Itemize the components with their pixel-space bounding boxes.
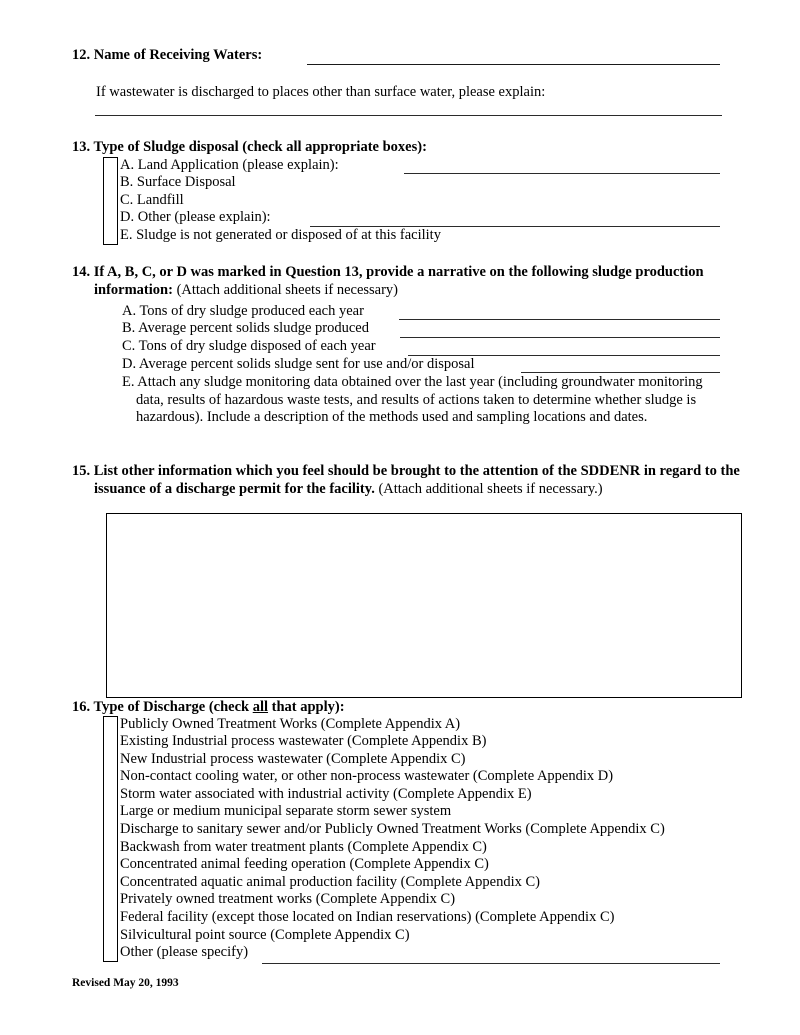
question-14-number: 14. [72,264,91,280]
checkbox-label: Other (please specify) [120,944,249,961]
question-14-item-d [122,356,474,374]
checkbox-label: E. Sludge is not generated or disposed of at this facility [120,226,441,243]
question-16-title-prefix: Type of Discharge (check [93,699,253,715]
checkbox-label: Federal facility (except those located on Indian reservations) (Complete Appendix C) [120,909,615,926]
question-13-number: 13. [72,139,91,155]
checkbox-discharge-storm-water-industrial[interactable] [103,785,118,804]
checkbox-discharge-municipal-storm-sewer[interactable] [103,803,118,822]
item-label: D. Average percent solids sludge sent for use and/or disposal [122,356,475,372]
checkbox-label: Concentrated animal feeding operation (Complete Appendix C) [120,856,489,873]
checkbox-label: Privately owned treatment works (Complete Appendix C) [120,891,456,908]
checkbox-label: A. Land Application (please explain): [120,156,339,173]
checkbox-discharge-silvicultural[interactable] [103,926,118,945]
question-15-title-bold: List other information which you feel should be brought to the attention of the SDDENR in regard to the issuance of a discharge permit for the facility. [93,463,740,497]
sludge-percent-solids-disposal-line[interactable] [521,372,720,373]
checkbox-sludge-c[interactable] [103,191,118,210]
question-15-heading [72,463,744,498]
question-12-number: 12. [72,47,91,63]
item-label: B. Average percent solids sludge produced [122,320,369,336]
checkbox-discharge-sanitary-sewer[interactable] [103,820,118,839]
checkbox-discharge-aquatic-animal[interactable] [103,873,118,892]
checkbox-discharge-backwash[interactable] [103,838,118,857]
question-16-number: 16. [72,699,91,715]
item-label: C. Tons of dry sludge disposed of each year [122,338,376,354]
question-12-title: Name of Receiving Waters: [93,47,263,63]
question-15-title-normal: (Attach additional sheets if necessary.) [374,480,603,497]
question-14-item-e [122,374,716,427]
question-16-title-suffix: that apply): [268,699,345,715]
sludge-a-explain-line[interactable] [404,173,720,174]
question-14-item-a [122,303,364,321]
question-12-heading [72,47,262,65]
question-15-answer-box[interactable] [106,513,742,698]
checkbox-discharge-non-contact-cooling[interactable] [103,767,118,786]
checkbox-label: Non-contact cooling water, or other non-process wastewater (Complete Appendix D) [120,768,614,785]
checkbox-discharge-potw[interactable] [103,716,118,734]
question-12-explain-text: If wastewater is discharged to places other than surface water, please explain: [96,84,546,100]
checkbox-label: Silvicultural point source (Complete Appendix C) [120,926,410,943]
question-16-title-emphasis: all [252,699,269,715]
question-14-item-c [122,338,376,356]
checkbox-label: B. Surface Disposal [120,174,236,191]
checkbox-sludge-d[interactable] [103,208,118,227]
checkbox-discharge-other[interactable] [103,943,118,962]
question-15-number: 15. [72,463,91,479]
checkbox-label: Discharge to sanitary sewer and/or Publicly Owned Treatment Works (Complete Appendix C) [120,821,665,838]
sludge-d-explain-line[interactable] [310,226,720,227]
checkbox-label: D. Other (please explain): [120,209,271,226]
checkbox-discharge-existing-industrial[interactable] [103,732,118,751]
checkbox-sludge-e[interactable] [103,226,118,245]
checkbox-discharge-cafo[interactable] [103,855,118,874]
item-label: A. Tons of dry sludge produced each year [122,303,364,319]
checkbox-label: Existing Industrial process wastewater (Complete Appendix B) [120,733,487,750]
checkbox-label: Concentrated aquatic animal production facility (Complete Appendix C) [120,873,540,890]
receiving-waters-input-line[interactable] [307,64,720,65]
receiving-waters-explain-line[interactable] [95,115,722,116]
revision-footer: Revised May 20, 1993 [72,977,179,989]
checkbox-label: C. Landfill [120,191,184,208]
checkbox-label: Large or medium municipal separate storm sewer system [120,803,452,820]
discharge-other-specify-line[interactable] [262,963,720,964]
checkbox-label: Backwash from water treatment plants (Complete Appendix C) [120,838,487,855]
checkbox-label: Storm water associated with industrial activity (Complete Appendix E) [120,785,532,802]
checkbox-label: New Industrial process wastewater (Complete Appendix C) [120,750,466,767]
sludge-tons-produced-line[interactable] [399,319,720,320]
question-14-item-b [122,320,369,338]
question-13-heading [72,139,427,157]
checkbox-discharge-new-industrial[interactable] [103,750,118,769]
checkbox-sludge-b[interactable] [103,173,118,192]
question-13-title: Type of Sludge disposal (check all appropriate boxes): [93,139,427,155]
item-label: E. Attach any sludge monitoring data obtained over the last year (including groundwater monitoring data, results of hazardous waste tests, and results of actions taken to determine whether sludge is hazardous). Include a description of the methods used and sampling locations and dates. [122,374,703,426]
checkbox-discharge-federal-facility[interactable] [103,908,118,927]
checkbox-discharge-privately-owned[interactable] [103,891,118,910]
checkbox-label: Publicly Owned Treatment Works (Complete Appendix A) [120,715,461,732]
question-12-explain-prompt [96,84,545,102]
sludge-percent-solids-produced-line[interactable] [400,337,720,338]
question-14-title-bold: If A, B, C, or D was marked in Question 13, provide a narrative on the following sludge production information: [93,264,704,298]
question-14-title-normal: (Attach additional sheets if necessary) [172,281,399,298]
question-14-heading [72,264,734,299]
question-15-answer-value [107,514,741,526]
question-16-heading [72,699,345,717]
checkbox-sludge-a[interactable] [103,157,118,175]
